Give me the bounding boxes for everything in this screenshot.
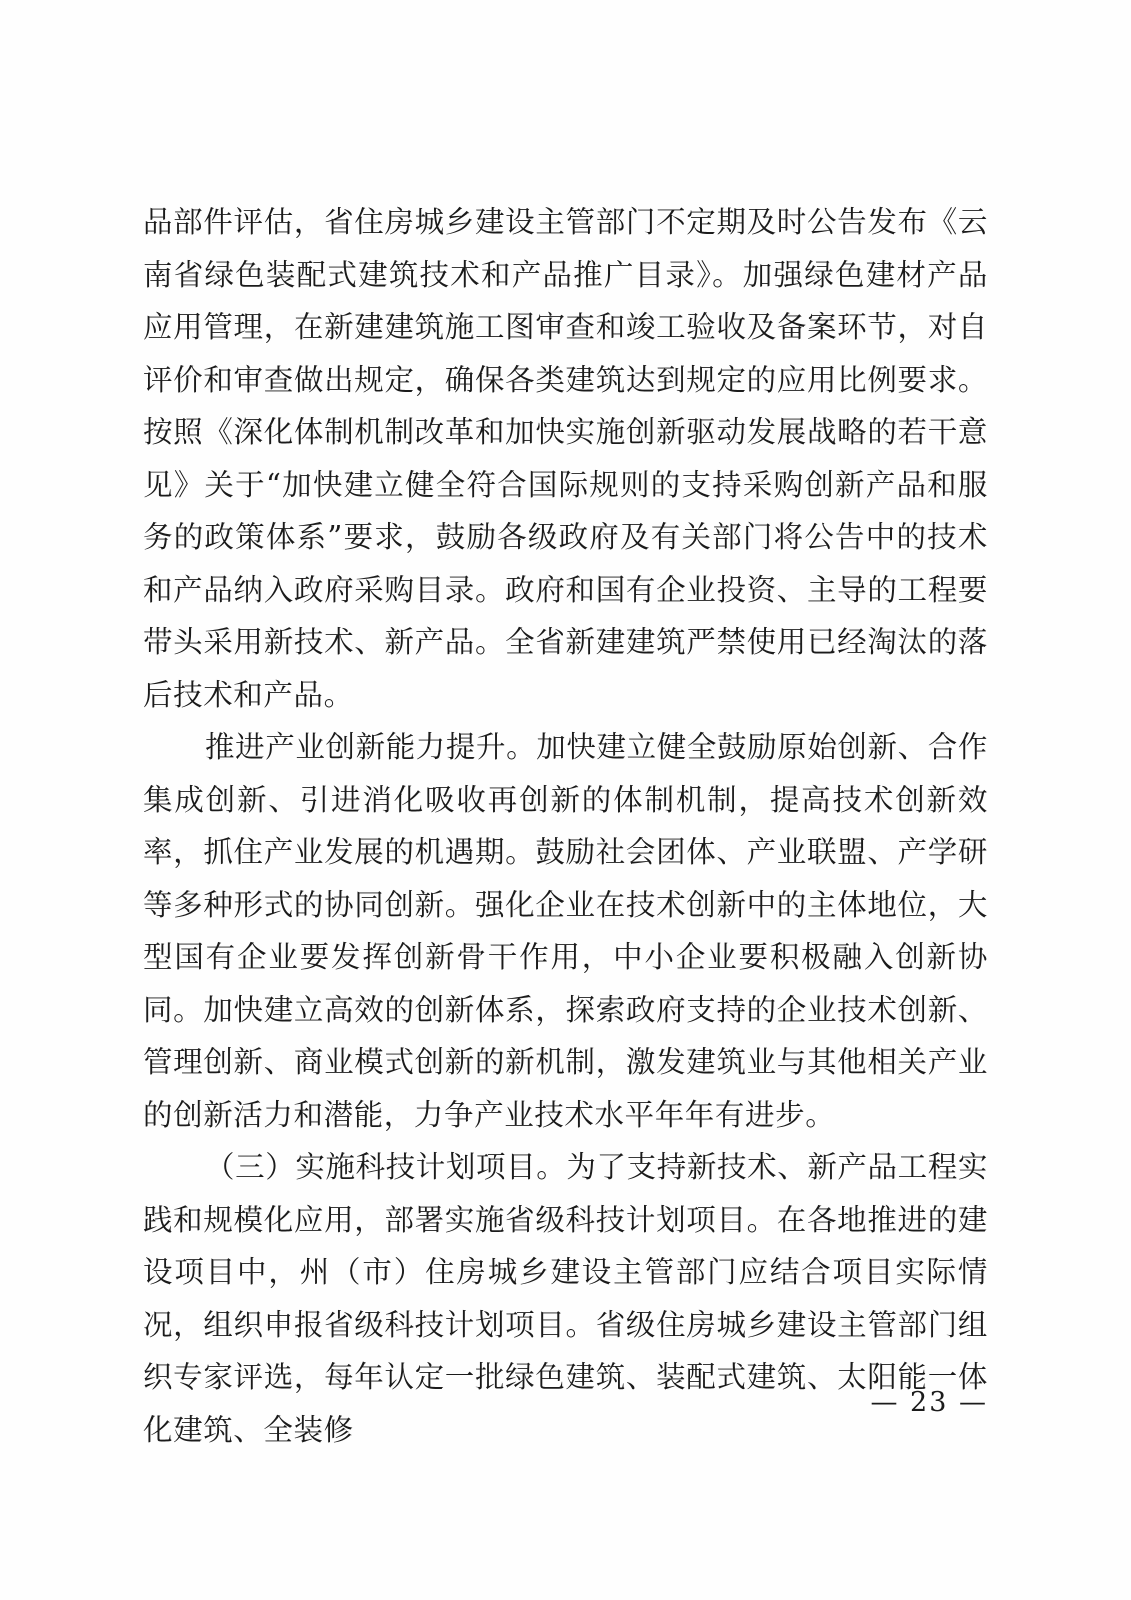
paragraph-sci-tech-plan: （三）实施科技计划项目。为了支持新技术、新产品工程实践和规模化应用，部署实施省级科技计划项目。在各地推进的建设项目中，州（市）住房城乡建设主管部门应结合项目实际情况，组织申报省级科技计划项目。省级住房城乡建设主管部门组织专家评选，每年认定一批绿色建筑、装配式建筑、太阳能一体化建筑、全装修	[143, 1150, 988, 1447]
page-number: — 23 —	[870, 1387, 988, 1418]
paragraph-green-materials: 品部件评估，省住房城乡建设主管部门不定期及时公告发布《云南省绿色装配式建筑技术和产品推广目录》。加强绿色建材产品应用管理，在新建建筑施工图审查和竣工验收及备案环节，对自评价和审查做出规定，确保各类建筑达到规定的应用比例要求。按照《深化体制机制改革和加快实施创新驱动发展战略的若干意见》关于“加快建立健全符合国际规则的支持采购创新产品和服务的政策体系”要求，鼓励各级政府及有关部门将公告中的技术和产品纳入政府采购目录。政府和国有企业投资、主导的工程要带头采用新技术、新产品。全省新建建筑严禁使用已经淘汰的落后技术和产品。	[143, 205, 988, 712]
paragraph-industry-innovation: 推进产业创新能力提升。加快建立健全鼓励原始创新、合作集成创新、引进消化吸收再创新的体制机制，提高技术创新效率，抓住产业发展的机遇期。鼓励社会团体、产业联盟、产学研等多种形式的协同创新。强化企业在技术创新中的主体地位，大型国有企业要发挥创新骨干作用，中小企业要积极融入创新协同。加快建立高效的创新体系，探索政府支持的企业技术创新、管理创新、商业模式创新的新机制，激发建筑业与其他相关产业的创新活力和潜能，力争产业技术水平年年有进步。	[143, 730, 988, 1132]
page-body	[143, 196, 988, 1456]
